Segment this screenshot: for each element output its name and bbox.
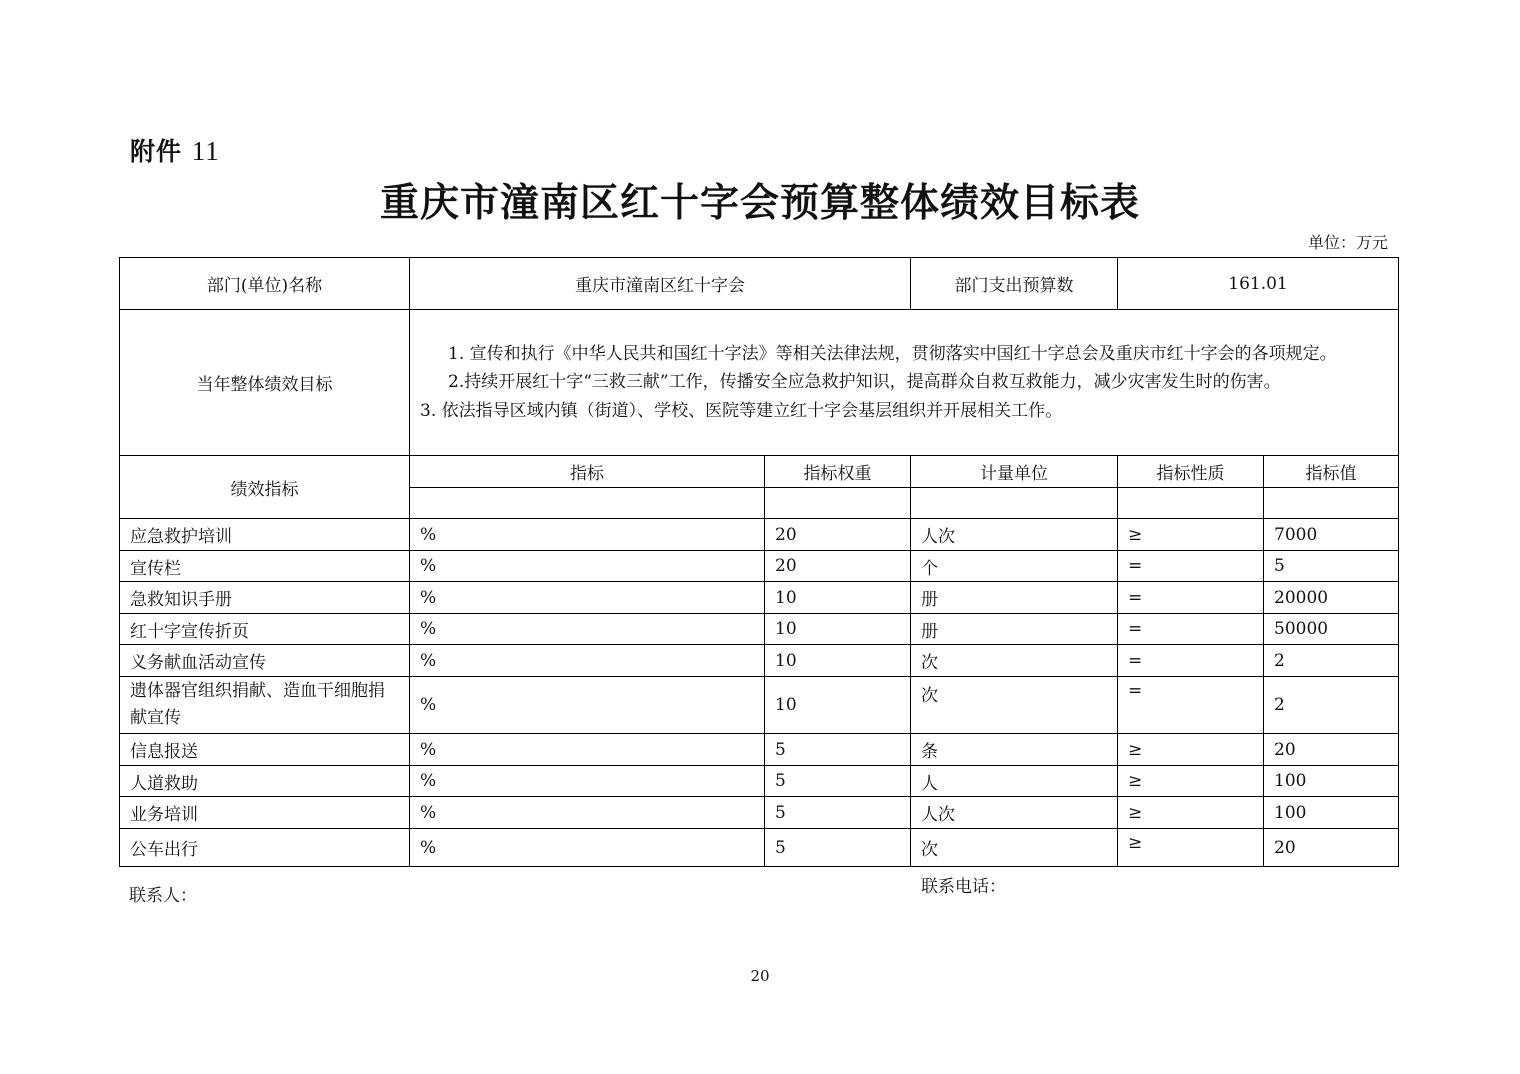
row-nature: ≥: [1118, 797, 1264, 829]
goal-line: 2.持续开展红十字“三救三献”工作，传播安全应急救护知识，提高群众自救互救能力，减少灾害发生时的伤害。: [448, 372, 1281, 393]
row-value: 20000: [1264, 582, 1399, 614]
row-nature: =: [1118, 614, 1264, 645]
header-unit: 计量单位: [911, 456, 1118, 488]
row-indicator: %: [410, 829, 765, 867]
row-indicator: %: [410, 519, 765, 551]
row-name: 义务献血活动宣传: [120, 645, 410, 677]
row-name: 急救知识手册: [120, 582, 410, 614]
row-value: 100: [1264, 766, 1399, 797]
row-name: 业务培训: [120, 797, 410, 829]
row-name: 遗体器官组织捐献、造血干细胞捐献宣传: [120, 677, 410, 734]
row-unit: 次: [911, 645, 1118, 677]
contact-person-label: 联系人：: [129, 886, 197, 906]
row-indicator: %: [410, 797, 765, 829]
budget-label: 部门支出预算数: [911, 258, 1118, 310]
table-row: [120, 614, 1399, 645]
row-name: 红十字宣传折页: [120, 614, 410, 645]
header-value: 指标值: [1264, 456, 1399, 488]
table-row: [120, 797, 1399, 829]
row-indicator: %: [410, 645, 765, 677]
row-nature: ≥: [1118, 734, 1264, 766]
goal-line: 1. 宣传和执行《中华人民共和国红十字法》等相关法律法规，贯彻落实中国红十字总会及重庆市红十字会的各项规定。: [448, 343, 1337, 364]
row-name: 信息报送: [120, 734, 410, 766]
performance-table: [119, 257, 1399, 867]
indicator-section-label: 绩效指标: [120, 456, 410, 519]
table-row: [120, 519, 1399, 551]
header-weight: 指标权重: [765, 456, 911, 488]
header-nature: 指标性质: [1118, 456, 1264, 488]
row-nature: =: [1118, 582, 1264, 614]
goal-line: 3. 依法指导区域内镇（街道）、学校、医院等建立红十字会基层组织并开展相关工作。: [420, 400, 1063, 421]
empty-cell: [911, 488, 1118, 519]
row-unit: 个: [911, 551, 1118, 582]
table-row: [120, 829, 1399, 867]
row-weight: 5: [765, 766, 911, 797]
row-weight: 10: [765, 582, 911, 614]
row-unit: 人: [911, 766, 1118, 797]
row-weight: 10: [765, 645, 911, 677]
row-value: 20: [1264, 734, 1399, 766]
row-indicator: %: [410, 766, 765, 797]
row-indicator: %: [410, 677, 765, 734]
row-name: 应急救护培训: [120, 519, 410, 551]
row-unit: 条: [911, 734, 1118, 766]
row-nature: =: [1118, 677, 1264, 734]
row-weight: 10: [765, 614, 911, 645]
row-value: 100: [1264, 797, 1399, 829]
empty-cell: [1264, 488, 1399, 519]
row-indicator: %: [410, 551, 765, 582]
row-weight: 5: [765, 829, 911, 867]
empty-cell: [1118, 488, 1264, 519]
goal-label: 当年整体绩效目标: [120, 310, 410, 456]
table-row: [120, 677, 1399, 734]
row-name: 宣传栏: [120, 551, 410, 582]
goal-content: [410, 310, 1399, 456]
row-unit: 人次: [911, 519, 1118, 551]
row-value: 7000: [1264, 519, 1399, 551]
row-indicator: %: [410, 734, 765, 766]
row-weight: 5: [765, 797, 911, 829]
row-name: 公车出行: [120, 829, 410, 867]
table-row: [120, 551, 1399, 582]
row-nature: =: [1118, 645, 1264, 677]
row-value: 2: [1264, 645, 1399, 677]
row-nature: =: [1118, 551, 1264, 582]
attachment-label: 附件 11: [130, 136, 220, 166]
row-unit: 册: [911, 614, 1118, 645]
page-title: 重庆市潼南区红十字会预算整体绩效目标表: [379, 180, 1140, 226]
row-weight: 20: [765, 519, 911, 551]
row-weight: 10: [765, 677, 911, 734]
unit-label: 单位：万元: [1307, 233, 1388, 252]
row-value: 5: [1264, 551, 1399, 582]
dept-name-label: 部门(单位)名称: [120, 258, 410, 310]
row-nature: ≥: [1118, 829, 1264, 867]
header-indicator: 指标: [410, 456, 765, 488]
dept-name-value: 重庆市潼南区红十字会: [410, 258, 911, 310]
row-value: 2: [1264, 677, 1399, 734]
row-unit: 人次: [911, 797, 1118, 829]
row-name: 人道救助: [120, 766, 410, 797]
row-value: 20: [1264, 829, 1399, 867]
row-unit: 册: [911, 582, 1118, 614]
row-nature: ≥: [1118, 519, 1264, 551]
empty-cell: [765, 488, 911, 519]
page-number: 20: [750, 967, 770, 985]
row-weight: 20: [765, 551, 911, 582]
contact-phone-label: 联系电话：: [921, 877, 1006, 897]
row-indicator: %: [410, 582, 765, 614]
row-unit: 次: [911, 677, 1118, 734]
row-unit: 次: [911, 829, 1118, 867]
row-weight: 5: [765, 734, 911, 766]
table-row: [120, 766, 1399, 797]
row-value: 50000: [1264, 614, 1399, 645]
empty-cell: [410, 488, 765, 519]
row-nature: ≥: [1118, 766, 1264, 797]
budget-value: 161.01: [1118, 258, 1399, 310]
table-row: [120, 734, 1399, 766]
table-row: [120, 582, 1399, 614]
row-indicator: %: [410, 614, 765, 645]
table-row: [120, 645, 1399, 677]
